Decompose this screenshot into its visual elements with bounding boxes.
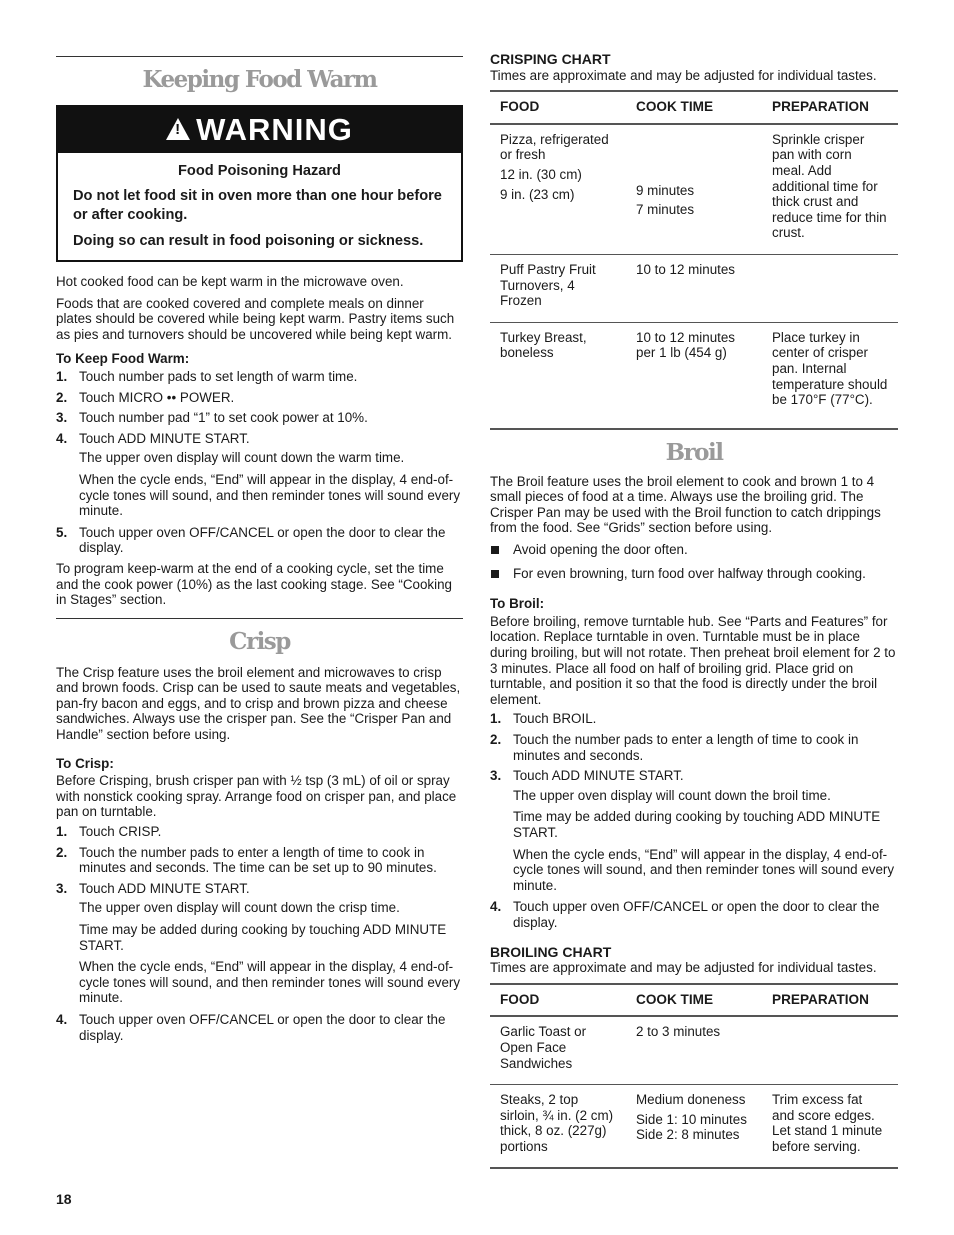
step: 3. Touch ADD MINUTE START. [56,880,250,896]
table-row [490,124,898,255]
step: 1. Touch CRISP. [56,824,162,840]
cell-text: Puff Pastry Fruit Turnovers, 4 Frozen [500,261,596,309]
table-cell [490,124,626,255]
step: 4. Touch ADD MINUTE START. [56,430,250,446]
cell-text: 10 to 12 minutes [636,261,736,277]
cell-text: Trim excess fat and score edges. Let stand 1 minute before serving. [772,1092,883,1154]
broil-title: Broil [665,438,723,466]
table-header-row [490,984,898,1017]
left-column [56,0,463,1048]
crisp-steps-heading: To Crisp: [56,755,114,771]
cell-text: 12 in. (30 cm) [500,166,582,182]
cell-text: Garlic Toast or Open Face Sandwiches [500,1024,587,1071]
broiling-chart-note: Times are approximate and may be adjusted for individual tastes. [490,960,877,976]
step: 4. Touch upper oven OFF/CANCEL or open the door to clear the display. [56,1011,446,1043]
section-divider [56,618,463,619]
table-cell [490,254,626,322]
warning-hazard: Food Poisoning Hazard [178,163,341,179]
keep-warm-steps [56,369,463,556]
step-note: When the cycle ends, “End” will appear in the display, 4 end-of-cycle tones will sound, and then reminder tones will sound every minute. [513,846,895,893]
table-cell [762,322,898,428]
table-cell [762,1085,898,1169]
cell-text: Steaks, 2 top sirloin, ¾ in. (2 cm) thick, 8 oz. (227g) portions [500,1092,614,1154]
step-note: The upper oven display will count down the broil time. [513,787,831,803]
table-cell [490,322,626,428]
cell-text [636,132,752,179]
table-cell [626,322,762,428]
paragraph: To program keep-warm at the end of a cooking cycle, set the time and the cook power (10%) as the last cooking stage. See “Cooking in Stages” section. [56,560,452,608]
cell-text: 2 to 3 minutes [636,1024,721,1040]
cell-text: Turkey Breast, boneless [500,329,587,361]
broil-steps [490,711,898,930]
crisp-steps [56,824,463,1043]
step: 5. Touch upper oven OFF/CANCEL or open the door to clear the display. [56,524,446,556]
step: 4. Touch upper oven OFF/CANCEL or open the door to clear the display. [490,899,880,930]
right-column [490,0,898,1169]
step-note: The upper oven display will count down the crisp time. [79,900,400,916]
cell-text: Medium doneness [636,1092,746,1108]
table-row [490,254,898,322]
cell-text: 7 minutes [636,202,695,218]
table-row [490,322,898,428]
step: 1. Touch number pads to set length of warm time. [56,368,358,384]
table-cell [626,124,762,255]
paragraph: The Crisp feature uses the broil element and microwaves to crisp and brown foods. Crisp can be used to saute meats and vegetables, pan-fry bacon and eggs, and to crisp and brown pizza and cheese sandwiches. Always use the crisper pan. See the “Crisper Pan and Handle” section before using. [56,664,461,743]
section-divider [56,56,463,57]
warning-box [56,105,463,262]
table-cell [626,254,762,322]
paragraph: Before Crisping, brush crisper pan with ½ tsp (3 mL) of oil or spray with nonstick cooking spray. Arrange food on crisper pan, and place pan on turntable. [56,773,457,820]
column-header: PREPARATION [762,984,898,1017]
table-cell [490,1016,626,1084]
step: 2. Touch MICRO •• POWER. [56,389,235,405]
step-note: When the cycle ends, “End” will appear in the display, 4 end-of-cycle tones will sound, and then reminder tones will sound every minute. [79,959,461,1006]
bullet-icon [491,570,499,578]
list-item: Avoid opening the door often. [490,542,898,558]
keep-warm-steps-heading: To Keep Food Warm: [56,351,190,367]
broil-steps-heading: To Broil: [490,596,545,612]
step: 2. Touch the number pads to enter a length of time to cook in minutes and seconds. The time can be set up to 90 minutes. [56,844,437,876]
broiling-chart-title: BROILING CHART [490,943,612,960]
table-row [490,1085,898,1169]
crisp-title: Crisp [229,627,290,655]
cell-text: 9 minutes [636,182,695,198]
step: 1. Touch BROIL. [490,711,597,727]
table-header-row [490,91,898,124]
cell-text: Side 1: 10 minutes Side 2: 8 minutes [636,1111,747,1143]
warning-banner [58,107,461,153]
cell-text: 10 to 12 minutes per 1 lb (454 g) [636,329,736,361]
step: 3. Touch number pad “1” to set cook power at 10%. [56,410,368,426]
keep-warm-title: Keeping Food Warm [142,66,377,93]
column-header: PREPARATION [762,91,898,124]
step: 3. Touch ADD MINUTE START. [490,768,684,784]
column-header: COOK TIME [626,984,762,1017]
warning-triangle-icon: ! [166,118,190,140]
cell-text: Sprinkle crisper pan with corn meal. Add additional time for thick crust and reduce time for thin crust. [772,131,887,241]
cell-text: 9 in. (23 cm) [500,186,575,202]
page-number: 18 [56,1191,72,1207]
paragraph: Foods that are cooked covered and complete meals on dinner plates should be covered while being kept warm. Pastry items such as pies and turnovers should be uncovered while being kept warm. [56,295,455,342]
step-note: When the cycle ends, “End” will appear in the display, 4 end-of-cycle tones will sound, and then reminder tones will sound every minute. [79,471,461,519]
table-cell [626,1016,762,1084]
list-item: For even browning, turn food over halfway through cooking. [490,566,898,582]
bullet-icon [491,546,499,554]
table-cell [762,254,898,322]
broil-tips [490,542,898,581]
warning-line: Doing so can result in food poisoning or sickness. [73,232,424,249]
warning-label: WARNING [196,112,353,147]
table-cell [762,124,898,255]
column-header: COOK TIME [626,91,762,124]
crisping-chart-table [490,90,898,430]
paragraph: Hot cooked food can be kept warm in the microwave oven. [56,274,404,289]
table-row [490,1016,898,1084]
column-header: FOOD [490,984,626,1017]
table-cell [762,1016,898,1084]
cell-text: Pizza, refrigerated or fresh [500,131,609,163]
step-note: Time may be added during cooking by touching ADD MINUTE START. [79,922,447,953]
step: 2. Touch the number pads to enter a length of time to cook in minutes and seconds. [490,732,859,763]
warning-line: Do not let food sit in oven more than one hour before or after cooking. [73,187,442,223]
table-cell [626,1085,762,1169]
paragraph: Before broiling, remove turntable hub. See “Parts and Features” for location. Replace turntable in oven. Turntable must be in place during broiling, but will not rotate. Then preheat broil element for 2 to 3 minutes. Place all food on half of broiling grid. Place grid on turntable, and position it so that the food is directly under the broil element. [490,613,896,707]
column-header: FOOD [490,91,626,124]
cell-text: Place turkey in center of crisper pan. Internal temperature should be 170°F (77°C). [772,329,888,408]
step-note: Time may be added during cooking by touching ADD MINUTE START. [513,809,881,840]
table-cell [490,1085,626,1169]
crisping-chart-title: CRISPING CHART [490,51,611,67]
warning-body [58,153,461,260]
broiling-chart-table [490,983,898,1170]
step-note: The upper oven display will count down the warm time. [79,450,405,466]
paragraph: The Broil feature uses the broil element to cook and brown 1 to 4 small pieces of food at a time. Always use the broiling grid. The Crisper Pan may be used with the Broil function to catch drippings from the food. See “Grids” section before using. [490,473,881,536]
crisping-chart-note: Times are approximate and may be adjusted for individual tastes. [490,67,877,83]
